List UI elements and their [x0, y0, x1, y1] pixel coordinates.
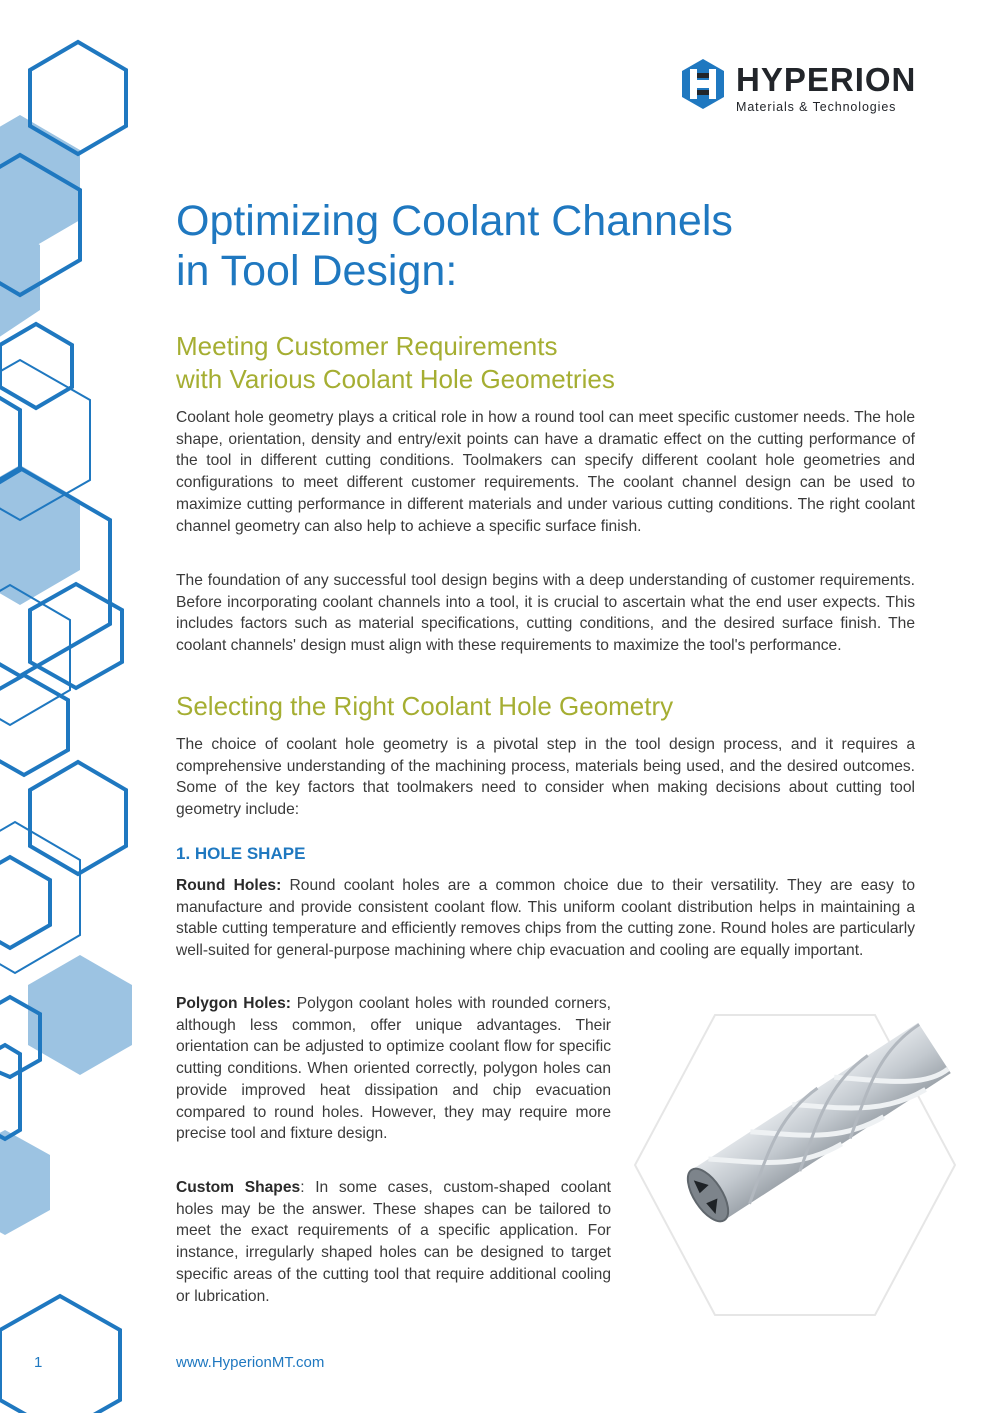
round-holes-label: Round Holes: — [176, 877, 282, 894]
paragraph-intro: Coolant hole geometry plays a critical role in how a round tool can meet specific customer needs. The hole shape, orientation, density and entry/exit points can have a dramatic effect on the cutting performance of the tool in different cutting conditions. Toolmakers can specify different coolant hole geometries and configurations to meet different customer requirements. The coolant channel design can be used to maximize cutting performance in different materials and under various cutting conditions. The right coolant channel geometry can also help to achieve a specific surface finish. — [176, 409, 915, 535]
paragraph-round-holes — [176, 875, 915, 962]
paragraph-custom-shapes — [176, 1177, 611, 1307]
section-heading-requirements — [176, 330, 615, 396]
brand-tagline: Materials & Technologies — [736, 100, 897, 114]
company-logo — [680, 58, 930, 118]
hexagon-pattern — [0, 0, 140, 1413]
subheading-hole-shape: 1. HOLE SHAPE — [176, 844, 306, 863]
paragraph-geometry-choice: The choice of coolant hole geometry is a pivotal step in the tool design process, and it requires a comprehensive understanding of the machining process, materials being used, and the desired outcomes. Some of the key factors that toolmakers need to consider when making decisions about cutting tool geometry include: — [176, 736, 915, 819]
page-number: 1 — [34, 1354, 43, 1371]
hyperion-hex-icon — [680, 58, 726, 110]
brand-name: HYPERION — [736, 61, 917, 98]
custom-shapes-text: : In some cases, custom-shaped coolant holes may be the answer. These shapes can be tailored to meet the exact requirements of a specific application. For instance, irregularly shaped holes can be designed to target specific areas of the cutting tool that require additional cooling or lubrication. — [176, 1179, 611, 1305]
section-heading-geometry — [176, 690, 673, 723]
section-heading-line-1: Meeting Customer Requirements — [176, 331, 558, 361]
custom-shapes-label: Custom Shapes — [176, 1179, 301, 1196]
tool-image — [630, 1010, 960, 1320]
page-title-line-2: in Tool Design: — [176, 247, 458, 295]
paragraph-polygon-holes — [176, 993, 611, 1145]
polygon-holes-label: Polygon Holes: — [176, 995, 291, 1012]
polygon-holes-text: Polygon coolant holes with rounded corners, although less common, offer unique advantages. Their orientation can be adjusted to optimize coolant flow for specific cutting conditions. When oriented correctly, polygon holes can provide improved heat dissipation and chip evacuation compared to round holes. However, they may require more precise tool and fixture design. — [176, 995, 611, 1143]
round-holes-text: Round coolant holes are a common choice due to their versatility. They are easy to manufacture and provide consistent coolant flow. This uniform coolant distribution helps in maintaining a stable cutting temperature and efficiently removes chips from the cutting zone. Round holes are particularly well-suited for general-purpose machining where chip evacuation and cooling are equally important. — [176, 877, 916, 960]
page-title-line-1: Optimizing Coolant Channels — [176, 197, 733, 245]
page-title — [176, 196, 936, 296]
footer-website-link[interactable]: www.HyperionMT.com — [176, 1354, 325, 1371]
section-heading-line-2: with Various Coolant Hole Geometries — [176, 364, 615, 394]
section-heading-text: Selecting the Right Coolant Hole Geometry — [176, 691, 674, 721]
paragraph-foundation: The foundation of any successful tool design begins with a deep understanding of customer requirements. Before incorporating coolant channels into a tool, it is crucial to ascertain what the end user expects. This includes factors such as material specifications, cutting conditions, and the desired surface finish. The coolant channels' design must align with these requirements to maximize the tool's performance. — [176, 572, 915, 655]
